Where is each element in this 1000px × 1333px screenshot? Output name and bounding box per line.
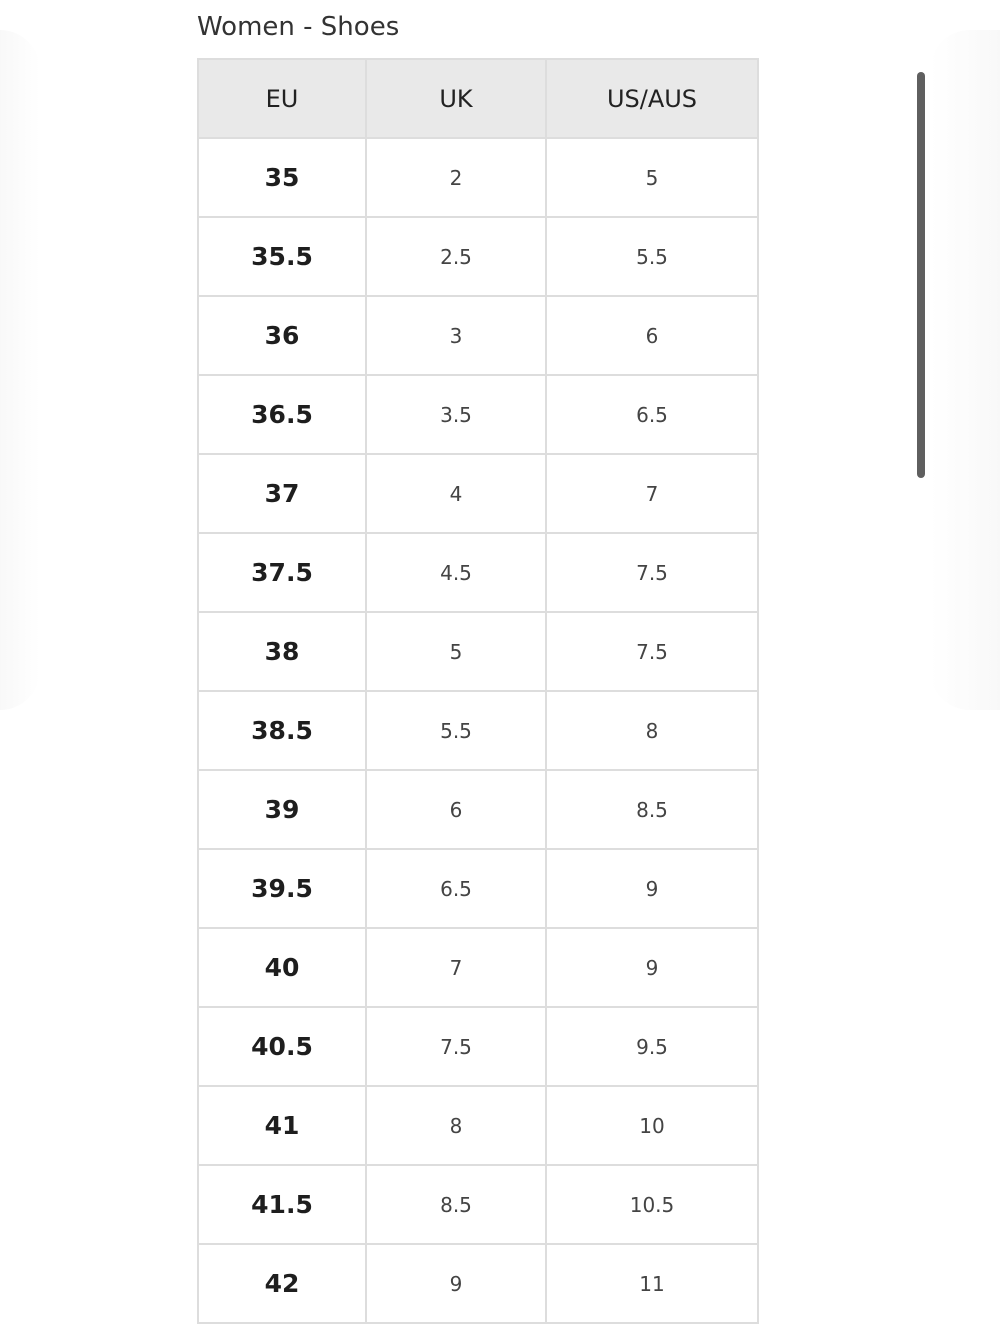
scrollbar-thumb[interactable]: [917, 72, 925, 478]
cell-us-aus: 10: [546, 1086, 758, 1165]
column-header-us-aus: US/AUS: [546, 59, 758, 138]
table-row: [198, 1086, 758, 1165]
cell-us-aus: 6.5: [546, 375, 758, 454]
table-row: [198, 770, 758, 849]
table-row: [198, 1244, 758, 1323]
cell-eu: 35: [198, 138, 366, 217]
cell-us-aus: 7: [546, 454, 758, 533]
right-edge-shadow: [930, 30, 1000, 710]
cell-us-aus: 5: [546, 138, 758, 217]
cell-uk: 5.5: [366, 691, 546, 770]
cell-uk: 2: [366, 138, 546, 217]
cell-eu: 41.5: [198, 1165, 366, 1244]
cell-us-aus: 8: [546, 691, 758, 770]
cell-uk: 4.5: [366, 533, 546, 612]
cell-us-aus: 9: [546, 849, 758, 928]
table-row: [198, 454, 758, 533]
column-header-eu: EU: [198, 59, 366, 138]
table-row: [198, 691, 758, 770]
cell-uk: 3.5: [366, 375, 546, 454]
cell-us-aus: 8.5: [546, 770, 758, 849]
cell-us-aus: 6: [546, 296, 758, 375]
table-row: [198, 1165, 758, 1244]
section-title: Women - Shoes: [197, 12, 400, 42]
cell-us-aus: 11: [546, 1244, 758, 1323]
cell-us-aus: 5.5: [546, 217, 758, 296]
table-row: [198, 1007, 758, 1086]
cell-eu: 42: [198, 1244, 366, 1323]
table-row: [198, 533, 758, 612]
cell-uk: 9: [366, 1244, 546, 1323]
vertical-scrollbar[interactable]: [917, 72, 925, 478]
cell-eu: 39: [198, 770, 366, 849]
cell-eu: 36.5: [198, 375, 366, 454]
cell-uk: 7.5: [366, 1007, 546, 1086]
cell-us-aus: 9.5: [546, 1007, 758, 1086]
cell-eu: 40: [198, 928, 366, 1007]
cell-eu: 37: [198, 454, 366, 533]
table-row: [198, 217, 758, 296]
cell-uk: 3: [366, 296, 546, 375]
cell-uk: 7: [366, 928, 546, 1007]
size-conversion-table: [197, 58, 759, 1324]
cell-eu: 36: [198, 296, 366, 375]
column-header-uk: UK: [366, 59, 546, 138]
cell-uk: 2.5: [366, 217, 546, 296]
cell-uk: 6: [366, 770, 546, 849]
cell-us-aus: 10.5: [546, 1165, 758, 1244]
table-row: [198, 928, 758, 1007]
table-row: [198, 375, 758, 454]
cell-eu: 38.5: [198, 691, 366, 770]
table-row: [198, 296, 758, 375]
cell-uk: 8: [366, 1086, 546, 1165]
table-header-row: [198, 59, 758, 138]
cell-uk: 4: [366, 454, 546, 533]
cell-uk: 8.5: [366, 1165, 546, 1244]
cell-eu: 35.5: [198, 217, 366, 296]
cell-eu: 37.5: [198, 533, 366, 612]
cell-eu: 41: [198, 1086, 366, 1165]
cell-eu: 38: [198, 612, 366, 691]
cell-eu: 40.5: [198, 1007, 366, 1086]
cell-us-aus: 7.5: [546, 533, 758, 612]
left-edge-shadow: [0, 30, 40, 710]
cell-uk: 5: [366, 612, 546, 691]
cell-us-aus: 9: [546, 928, 758, 1007]
table-row: [198, 612, 758, 691]
table-row: [198, 849, 758, 928]
cell-eu: 39.5: [198, 849, 366, 928]
cell-uk: 6.5: [366, 849, 546, 928]
table-row: [198, 138, 758, 217]
cell-us-aus: 7.5: [546, 612, 758, 691]
